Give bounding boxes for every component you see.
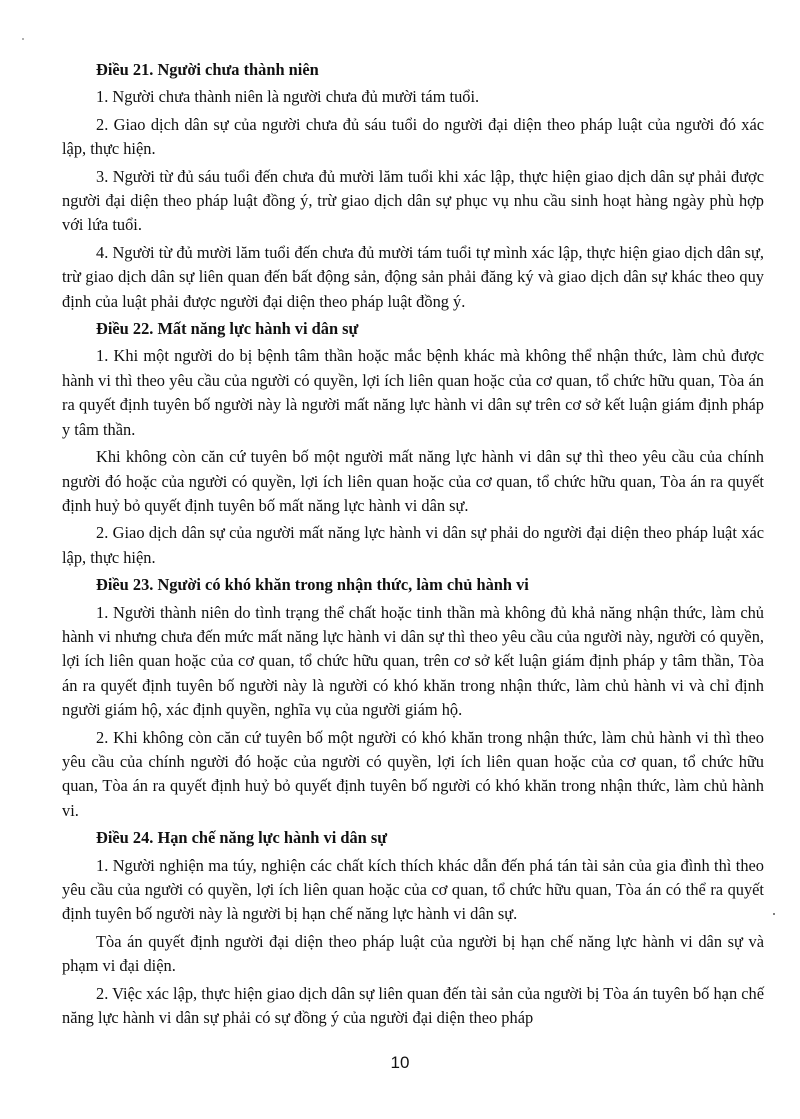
scan-speck (773, 913, 775, 915)
document-body (62, 58, 764, 1033)
article-22 (62, 317, 764, 570)
paragraph: 2. Giao dịch dân sự của người mất năng lực hành vi dân sự phải do người đại diện theo pháp luật xác lập, thực hiện. (62, 523, 764, 567)
article-heading: Điều 23. Người có khó khăn trong nhận thức, làm chủ hành vi (96, 575, 529, 595)
article-24 (62, 826, 764, 1030)
paragraph: 3. Người từ đủ sáu tuổi đến chưa đủ mười lăm tuổi khi xác lập, thực hiện giao dịch dân sự phải được người đại diện theo pháp luật đồng ý, trừ giao dịch dân sự phục vụ nhu cầu sinh hoạt hàng ngày phù hợp với lứa tuổi. (62, 166, 764, 235)
paragraph: 4. Người từ đủ mười lăm tuổi đến chưa đủ mười tám tuổi tự mình xác lập, thực hiện giao dịch dân sự, trừ giao dịch dân sự liên quan đến bất động sản, động sản phải đăng ký và giao dịch dân sự khác theo quy định của luật phải được người đại diện theo pháp luật đồng ý. (62, 242, 764, 311)
article-heading: Điều 22. Mất năng lực hành vi dân sự (96, 319, 359, 339)
paragraph: 2. Khi không còn căn cứ tuyên bố một người có khó khăn trong nhận thức, làm chủ hành vi thì theo yêu cầu của chính người đó hoặc của người có quyền, lợi ích liên quan hoặc của cơ quan, tổ chức hữu quan, Tòa án ra quyết định huỷ bỏ quyết định tuyên bố người có khó khăn trong nhận thức, làm chủ hành vi. (62, 727, 764, 820)
paragraph: 2. Việc xác lập, thực hiện giao dịch dân sự liên quan đến tài sản của người bị Tòa án tuyên bố hạn chế năng lực hành vi dân sự phải có sự đồng ý của người đại diện theo pháp (62, 983, 764, 1028)
page-number: 10 (390, 1053, 410, 1072)
article-heading: Điều 24. Hạn chế năng lực hành vi dân sự (96, 828, 388, 848)
paragraph: 2. Giao dịch dân sự của người chưa đủ sáu tuổi do người đại diện theo pháp luật của người đó xác lập, thực hiện. (62, 114, 764, 159)
paragraph: 1. Người chưa thành niên là người chưa đủ mười tám tuổi. (96, 87, 480, 107)
article-23 (62, 573, 764, 823)
paragraph: 1. Người thành niên do tình trạng thể chất hoặc tinh thần mà không đủ khả năng nhận thức, làm chủ hành vi nhưng chưa đến mức mất năng lực hành vi dân sự thì theo yêu cầu của người này, người có quyền, lợi ích liên quan hoặc của cơ quan, tổ chức hữu quan, trên cơ sở kết luận giám định pháp y tâm thần, Tòa án ra quyết định tuyên bố người này là người có khó khăn trong nhận thức, làm chủ hành vi và chỉ định người giám hộ, xác định quyền, nghĩa vụ của người giám hộ. (62, 602, 764, 720)
paragraph: Tòa án quyết định người đại diện theo pháp luật của người bị hạn chế năng lực hành vi dân sự và phạm vi đại diện. (62, 931, 764, 976)
scan-speck (22, 38, 24, 40)
paragraph: 1. Khi một người do bị bệnh tâm thần hoặc mắc bệnh khác mà không thể nhận thức, làm chủ được hành vi thì theo yêu cầu của người có quyền, lợi ích liên quan hoặc của cơ quan, tổ chức hữu quan, Tòa án ra quyết định tuyên bố người này là người mất năng lực hành vi dân sự trên cơ sở kết luận giám định pháp y tâm thần. (62, 346, 764, 439)
article-21 (62, 58, 764, 314)
article-heading: Điều 21. Người chưa thành niên (96, 60, 319, 79)
paragraph: Khi không còn căn cứ tuyên bố một người mất năng lực hành vi dân sự thì theo yêu cầu của chính người đó hoặc của người có quyền, lợi ích liên quan hoặc của cơ quan, tổ chức hữu quan, Tòa án ra quyết định huỷ bỏ quyết định tuyên bố mất năng lực hành vi dân sự. (62, 447, 764, 515)
paragraph: 1. Người nghiện ma túy, nghiện các chất kích thích khác dẫn đến phá tán tài sản của gia đình thì theo yêu cầu của người có quyền, lợi ích liên quan hoặc của cơ quan, tổ chức hữu quan, Tòa án có thể ra quyết định tuyên bố người này là người bị hạn chế năng lực hành vi dân sự. (62, 855, 764, 924)
